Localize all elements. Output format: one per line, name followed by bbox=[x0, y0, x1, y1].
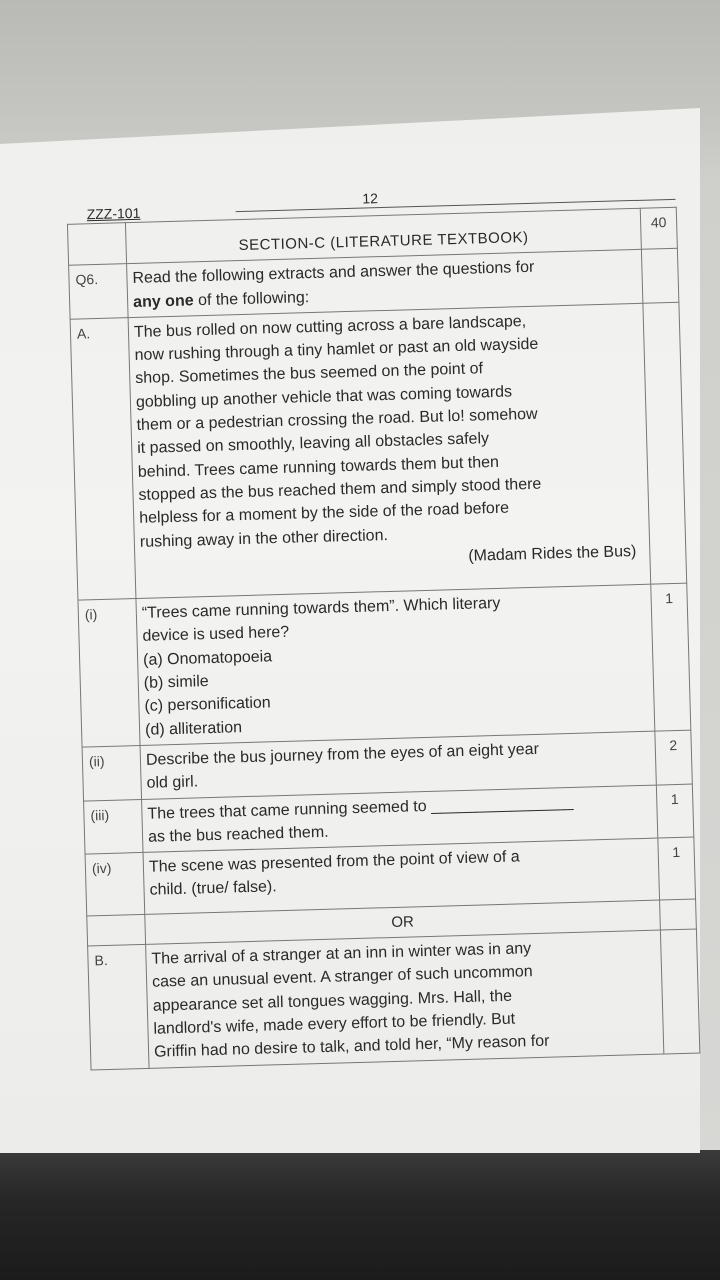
q6-label: Q6. bbox=[69, 264, 128, 319]
section-title: SECTION-C (LITERATURE TEXTBOOK) bbox=[125, 208, 641, 264]
or-divider: OR bbox=[145, 900, 661, 945]
question-row-i bbox=[78, 583, 691, 747]
extract-a-row bbox=[70, 302, 687, 600]
q6-instruction: Read the following extracts and answer the questions for any one of the following: bbox=[127, 250, 643, 318]
question-label: (i) bbox=[78, 599, 140, 747]
page-number: 12 bbox=[362, 190, 379, 207]
question-label: (ii) bbox=[82, 745, 141, 800]
option-d: (d) alliteration bbox=[144, 718, 243, 739]
option-c: (c) personification bbox=[144, 694, 271, 716]
question-label: (iii) bbox=[84, 799, 143, 854]
extract-a-source: (Madam Rides the Bus) bbox=[468, 542, 637, 565]
extract-b-row bbox=[88, 929, 700, 1069]
instruction-emphasis: any one bbox=[132, 291, 194, 311]
question-label: (iv) bbox=[85, 853, 145, 916]
background-dark-floor bbox=[0, 1150, 720, 1280]
question-marks: 2 bbox=[655, 730, 692, 785]
extract-a-text: The bus rolled on now cutting across a bare landscape, now rushing through a tiny hamlet or past an old wayside shop. Sometimes the bus seemed on the point of gobbling up another vehicle that was coming towards them or a pedestrian crossing the road. But lo! somehow it passed on smoothly, leaving all obstacles safely behind. Trees came running towards them but then stopped as the bus reached them and simply stood there helpless for a moment by the side of the road before rushing away in the other direction. (Madam Rides the Bus) bbox=[128, 303, 651, 599]
option-b: (b) simile bbox=[143, 673, 209, 692]
question-text: The trees that came running seemed to ________________ as the bus reached them. bbox=[142, 785, 658, 853]
question-marks: 1 bbox=[651, 583, 691, 731]
question-table bbox=[67, 204, 700, 1070]
option-a: (a) Onomatopoeia bbox=[142, 648, 273, 669]
question-text: The scene was presented from the point of view of a child. (true/ false). bbox=[143, 838, 660, 914]
extract-b-text: The arrival of a stranger at an inn in winter was in any case an unusual event. A stranger of such uncommon appearance set all tongues wagging. Mrs. Hall, the landlord's wife, made every effort to be friendly. But Griffin had no desire to talk, and told her, “My reason for bbox=[146, 930, 664, 1068]
question-marks: 1 bbox=[658, 837, 696, 900]
question-marks: 1 bbox=[656, 784, 693, 839]
paper-code: ZZZ-101 bbox=[86, 204, 141, 223]
exam-page bbox=[60, 172, 714, 1070]
question-text: Describe the bus journey from the eyes of an eight year old girl. bbox=[140, 731, 656, 799]
extract-b-label: B. bbox=[88, 944, 149, 1069]
question-text: “Trees came running towards them”. Which literary device is used here? (a) Onomatopoeia (b) simile (c) personification (d) alliteration bbox=[136, 584, 655, 745]
total-marks: 40 bbox=[640, 207, 677, 249]
extract-a-label: A. bbox=[70, 318, 136, 601]
